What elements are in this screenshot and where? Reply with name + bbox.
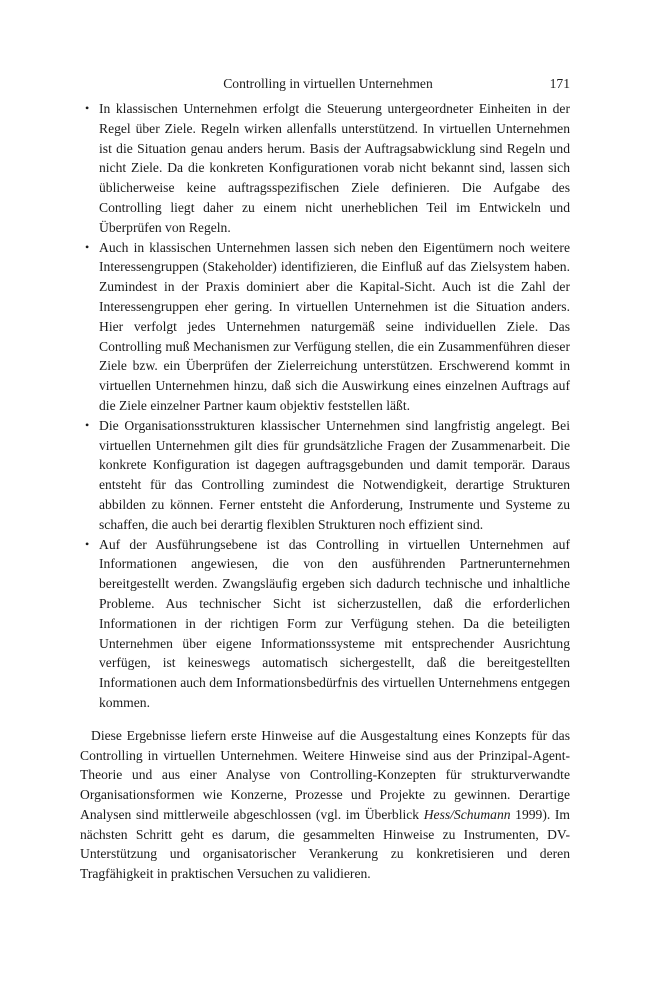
bullet-item	[80, 238, 570, 416]
bullet-icon: •	[85, 239, 90, 254]
paragraph-text-before: Diese Ergebnisse liefern erste Hinweise auf die Ausgestaltung eines Konzepts für das Controlling in virtuellen Unternehmen. Weitere Hinweise sind aus der Prinzipal-Agent-Theorie und aus einer Analyse von Controlling-Konzepten für strukturverwandte Organisationsformen wie Konzerne, Prozesse und Projekte zu gewinnen. Derartige Analysen sind mittlerweile abgeschlossen (vgl. im Überblick	[80, 727, 570, 822]
bullet-icon: •	[85, 101, 90, 115]
citation-authors: Hess/Schumann	[423, 806, 511, 822]
running-title: Controlling in virtuellen Unternehmen	[223, 76, 433, 91]
body-paragraph	[80, 726, 570, 884]
bullet-item	[80, 416, 570, 535]
bullet-icon: •	[85, 536, 90, 551]
running-head	[86, 73, 570, 95]
bullet-text: Die Organisationsstrukturen klassischer Unternehmen sind langfristig angelegt. Bei virtuellen Unternehmen gilt dies für grundsätzliche Fragen der Zusammenarbeit. Die konkrete Konfiguration ist dagegen auftragsgebunden und damit temporär. Daraus entsteht für das Controlling zumindest die Notwendigkeit, derartige Strukturen abbilden zu können. Ferner entsteht die Anforderung, Instrumente und Systeme zu schaffen, die auch bei derartig flexiblen Strukturen noch effizient sind.	[99, 417, 570, 532]
body-text	[80, 99, 570, 884]
bullet-icon: •	[85, 417, 90, 432]
bullet-item	[80, 99, 570, 238]
bullet-list	[80, 99, 570, 713]
bullet-text: Auf der Ausführungsebene ist das Controlling in virtuellen Unternehmen auf Informationen angewiesen, die von den ausführenden Partnerunternehmen bereitgestellt werden. Zwangsläufig ergeben sich dadurch technische und inhaltliche Probleme. Aus technischer Sicht ist sicherzustellen, daß die erforderlichen Informationen in der richtigen Form zur Verfügung stehen. Da die beteiligten Unternehmen über eigene Informationssysteme mit entsprechender Ausrichtung verfügen, ist keineswegs automatisch sichergestellt, daß die bereitgestellten Informationen auch dem Informationsbedürfnis des virtuellen Unternehmens entgegen kommen.	[99, 536, 570, 710]
bullet-text: In klassischen Unternehmen erfolgt die Steuerung untergeordneter Einheiten in der Regel über Ziele. Regeln wirken allenfalls unterstützend. In virtuellen Unternehmen ist die Situation genau anders herum. Basis der Auftragsabwicklung sind Regeln und nicht Ziele. Da die konkreten Konfigurationen vorab nicht bekannt sind, lassen sich üblicherweise keine auftragsspezifischen Ziele definieren. Die Aufgabe des Controlling liegt daher zu einem nicht unerheblichen Teil im Entwickeln und Überprüfen von Regeln.	[99, 101, 570, 235]
bullet-text: Auch in klassischen Unternehmen lassen sich neben den Eigentümern noch weitere Interessengruppen (Stakeholder) identifizieren, die Einfluß auf das Zielsystem haben. Zumindest in der Praxis dominiert aber die Kapital-Sicht. Auch ist die Zahl der Interessengruppen eher gering. In virtuellen Unternehmen ist die Situation anders. Hier verfolgt jedes Unternehmen naturgemäß seine individuellen Ziele. Das Controlling muß Mechanismen zur Verfügung stellen, die ein Zusammenführen dieser Ziele bzw. ein Überprüfen der Zielerreichung unterstützen. Erschwerend kommt in virtuellen Unternehmen hinzu, daß sich die Auswirkung eines einzelnen Auftrags auf die Ziele einzelner Partner kaum objektiv feststellen läßt.	[99, 239, 570, 413]
bullet-item	[80, 535, 570, 713]
page-number: 171	[549, 76, 570, 91]
paragraph-text-after: 1999). Im nächsten Schritt geht es darum, die gesammelten Hinweise zu Instrumenten, DV-Unterstützung und organisatorischer Verankerung zu konkretisieren und deren Tragfähigkeit in praktischen Versuchen zu validieren.	[80, 806, 570, 882]
